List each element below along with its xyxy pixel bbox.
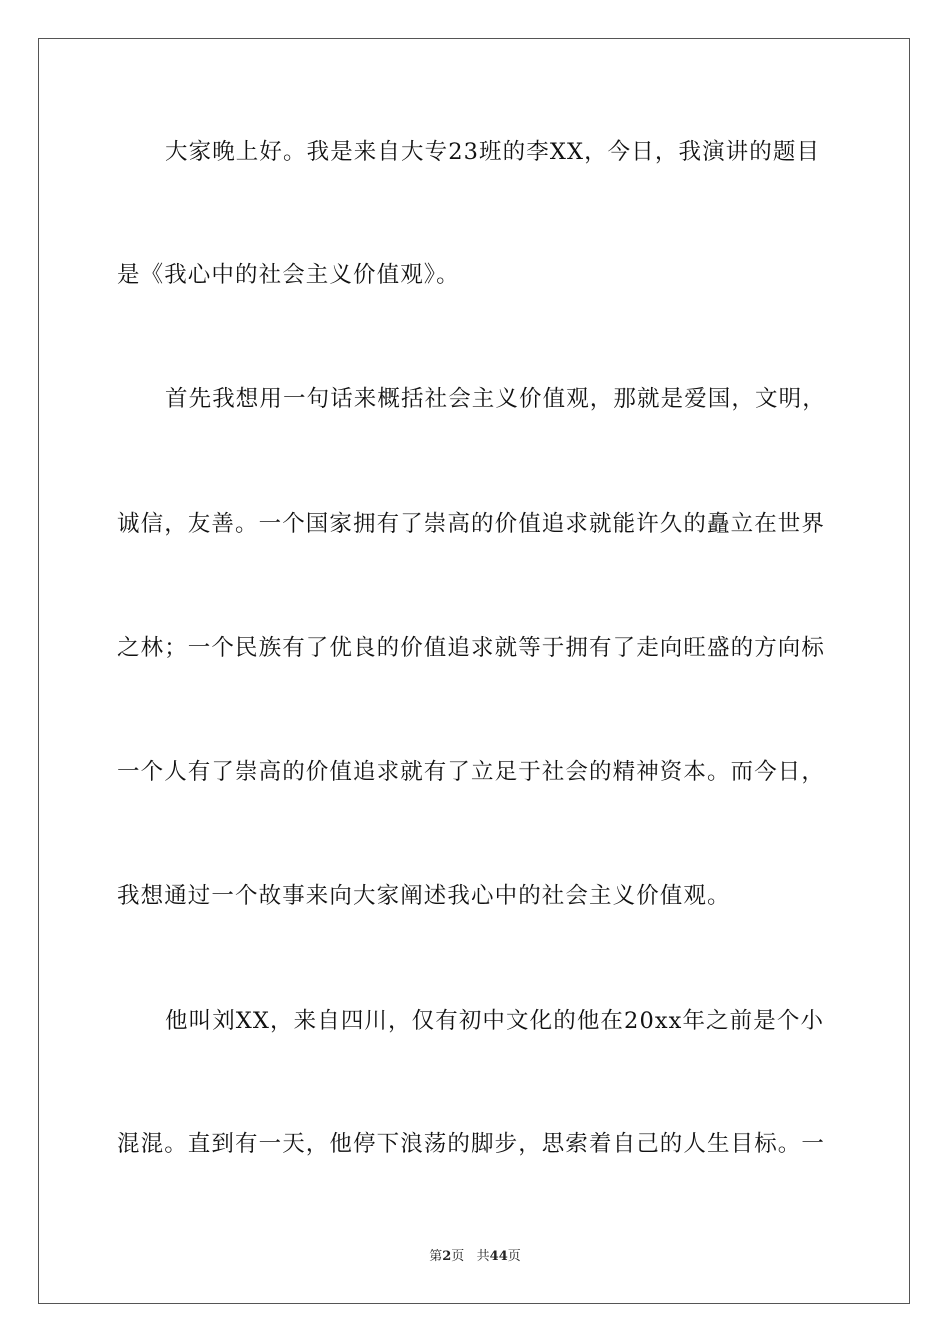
text-line-9: 混混。直到有一天，他停下浪荡的脚步，思索着自己的人生目标。一 — [117, 1131, 826, 1157]
text-line-4: 诚信，友善。一个国家拥有了崇高的价值追求就能许久的矗立在世界 — [117, 511, 826, 537]
text-line-1: 大家晚上好。我是来自大专23班的李XX，今日，我演讲的题目 — [165, 139, 821, 165]
footer-prefix: 第 — [429, 1249, 443, 1264]
text-line-8: 他叫刘XX，来自四川，仅有初中文化的他在20xx年之前是个小 — [165, 1008, 825, 1034]
page-border — [38, 38, 910, 1304]
footer-suffix: 页 — [507, 1249, 521, 1264]
total-page-count: 44 — [489, 1249, 508, 1264]
text-line-5: 之林；一个民族有了优良的价值追求就等于拥有了走向旺盛的方向标 — [117, 635, 826, 661]
footer-middle: 页 共 — [451, 1249, 490, 1264]
text-line-6: 一个人有了崇高的价值追求就有了立足于社会的精神资本。而今日， — [117, 759, 826, 785]
text-line-7: 我想通过一个故事来向大家阐述我心中的社会主义价值观。 — [117, 883, 731, 909]
current-page-number: 2 — [442, 1249, 452, 1264]
text-line-3: 首先我想用一句话来概括社会主义价值观，那就是爱国，文明， — [165, 386, 826, 412]
page-footer — [0, 1245, 950, 1264]
text-line-2: 是《我心中的社会主义价值观》。 — [117, 262, 460, 288]
